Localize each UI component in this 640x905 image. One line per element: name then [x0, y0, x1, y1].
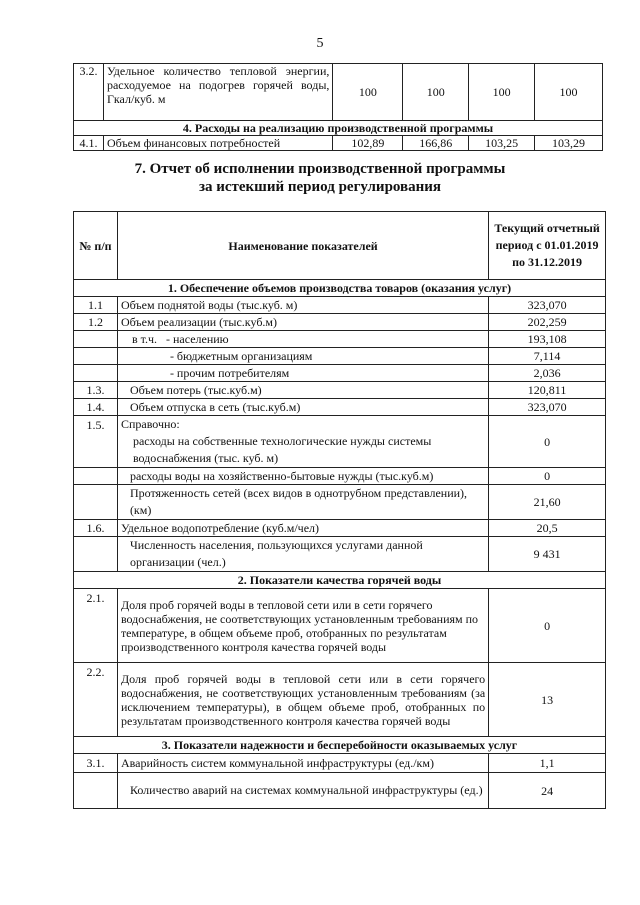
row-name-line: Справочно:: [120, 417, 180, 431]
header-name: Наименование показателей: [117, 212, 488, 280]
table-row: [74, 136, 603, 151]
row-num: 1.6.: [74, 520, 118, 537]
row-num: 4.1.: [74, 136, 104, 151]
row-num: 3.1.: [74, 754, 118, 773]
page-number: 5: [316, 36, 324, 51]
section-title: 3. Показатели надежности и бесперебойности оказываемых услуг: [74, 737, 606, 754]
table-row: [74, 663, 606, 737]
section-row: [74, 572, 606, 589]
row-num: [74, 773, 118, 809]
row-name: - бюджетным организациям: [117, 348, 488, 365]
row-name-line: расходы на собственные технологические нужды системы водоснабжения (тыс. куб. м): [132, 434, 432, 465]
row-value: 2,036: [489, 365, 606, 382]
row-name: Объем потерь (тыс.куб.м): [117, 382, 488, 399]
table-row: [74, 314, 606, 331]
row-value: 103,25: [469, 136, 535, 151]
table-row: [74, 416, 606, 468]
row-name: Доля проб горячей воды в тепловой сети или в сети горячего водоснабжения, не соответствующих установленным требованиям (за исключением температуры), в общем объеме проб, отобранных по результатам производственного контроля качества горячей воды: [117, 663, 488, 737]
row-name: - прочим потребителям: [117, 365, 488, 382]
row-value: 0: [489, 468, 606, 485]
row-name: Количество аварий на системах коммунальной инфраструктуры (ед.): [117, 773, 488, 809]
row-num: 1.5.: [74, 416, 118, 468]
heading-line: 7. Отчет об исполнении производственной программы: [134, 161, 506, 177]
table-row: [74, 297, 606, 314]
row-value: 24: [489, 773, 606, 809]
row-value: 100: [535, 64, 603, 121]
table-row: [74, 468, 606, 485]
row-name: Объем поднятой воды (тыс.куб. м): [117, 297, 488, 314]
table-row: [74, 348, 606, 365]
row-name: Объем финансовых потребностей: [103, 136, 332, 151]
section-row: [74, 280, 606, 297]
row-value: 9 431: [489, 537, 606, 572]
row-value: 120,811: [489, 382, 606, 399]
section-row: [74, 121, 603, 136]
row-value: 7,114: [489, 348, 606, 365]
row-value: 0: [489, 589, 606, 663]
table-row: [74, 485, 606, 520]
row-value: 21,60: [489, 485, 606, 520]
row-name: Удельное водопотребление (куб.м/чел): [117, 520, 488, 537]
row-name: [117, 416, 488, 468]
header-num: № п/п: [74, 212, 118, 280]
row-name: Численность населения, пользующихся услугами данной организации (чел.): [117, 537, 488, 572]
row-num: 3.2.: [74, 64, 104, 121]
row-value: 323,070: [489, 399, 606, 416]
table-row: [74, 331, 606, 348]
row-value: 0: [489, 416, 606, 468]
row-name: Объем отпуска в сеть (тыс.куб.м): [117, 399, 488, 416]
row-num: [74, 485, 118, 520]
row-num: [74, 348, 118, 365]
row-value: 103,29: [535, 136, 603, 151]
table-row: [74, 589, 606, 663]
heading-line: за истекший период регулирования: [198, 179, 442, 195]
table-row: [74, 520, 606, 537]
table-row: [74, 64, 603, 121]
row-value: 166,86: [403, 136, 469, 151]
row-name: расходы воды на хозяйственно-бытовые нужды (тыс.куб.м): [117, 468, 488, 485]
row-num: 1.2: [74, 314, 118, 331]
table-row: [74, 773, 606, 809]
row-name: Удельное количество тепловой энергии, расходуемое на подогрев горячей воды, Гкал/куб. м: [103, 64, 332, 121]
header-row: [74, 212, 606, 280]
row-value: 193,108: [489, 331, 606, 348]
row-value: 20,5: [489, 520, 606, 537]
row-value: 100: [333, 64, 403, 121]
row-name: Объем реализации (тыс.куб.м): [117, 314, 488, 331]
section-title: 2. Показатели качества горячей воды: [74, 572, 606, 589]
section-title: 4. Расходы на реализацию производственной программы: [74, 121, 603, 136]
row-num: [74, 365, 118, 382]
row-name: Доля проб горячей воды в тепловой сети или в сети горячего водоснабжения, не соответствующих установленным требованиям по температуре, в общем объеме проб, отобранных по результатам производственного контроля качества горячей воды: [117, 589, 488, 663]
top-table: [73, 63, 603, 151]
row-num: 1.3.: [74, 382, 118, 399]
row-num: 2.1.: [74, 589, 118, 663]
row-name: в т.ч. - населению: [117, 331, 488, 348]
row-num: 2.2.: [74, 663, 118, 737]
row-value: 202,259: [489, 314, 606, 331]
row-num: 1.4.: [74, 399, 118, 416]
row-value: 323,070: [489, 297, 606, 314]
row-num: 1.1: [74, 297, 118, 314]
row-num: [74, 468, 118, 485]
report-table: [73, 211, 606, 809]
row-value: 100: [403, 64, 469, 121]
header-period: Текущий отчетный период с 01.01.2019 по 31.12.2019: [489, 212, 606, 280]
section-title: 1. Обеспечение объемов производства товаров (оказания услуг): [74, 280, 606, 297]
row-num: [74, 537, 118, 572]
section-row: [74, 737, 606, 754]
row-name: Протяженность сетей (всех видов в однотрубном представлении), (км): [117, 485, 488, 520]
table-row: [74, 399, 606, 416]
table-row: [74, 365, 606, 382]
table-row: [74, 754, 606, 773]
table-row: [74, 382, 606, 399]
row-value: 102,89: [333, 136, 403, 151]
row-value: 1,1: [489, 754, 606, 773]
row-value: 100: [469, 64, 535, 121]
table-row: [74, 537, 606, 572]
row-value: 13: [489, 663, 606, 737]
row-num: [74, 331, 118, 348]
row-name: Аварийность систем коммунальной инфраструктуры (ед./км): [117, 754, 488, 773]
section-heading: [0, 160, 640, 196]
